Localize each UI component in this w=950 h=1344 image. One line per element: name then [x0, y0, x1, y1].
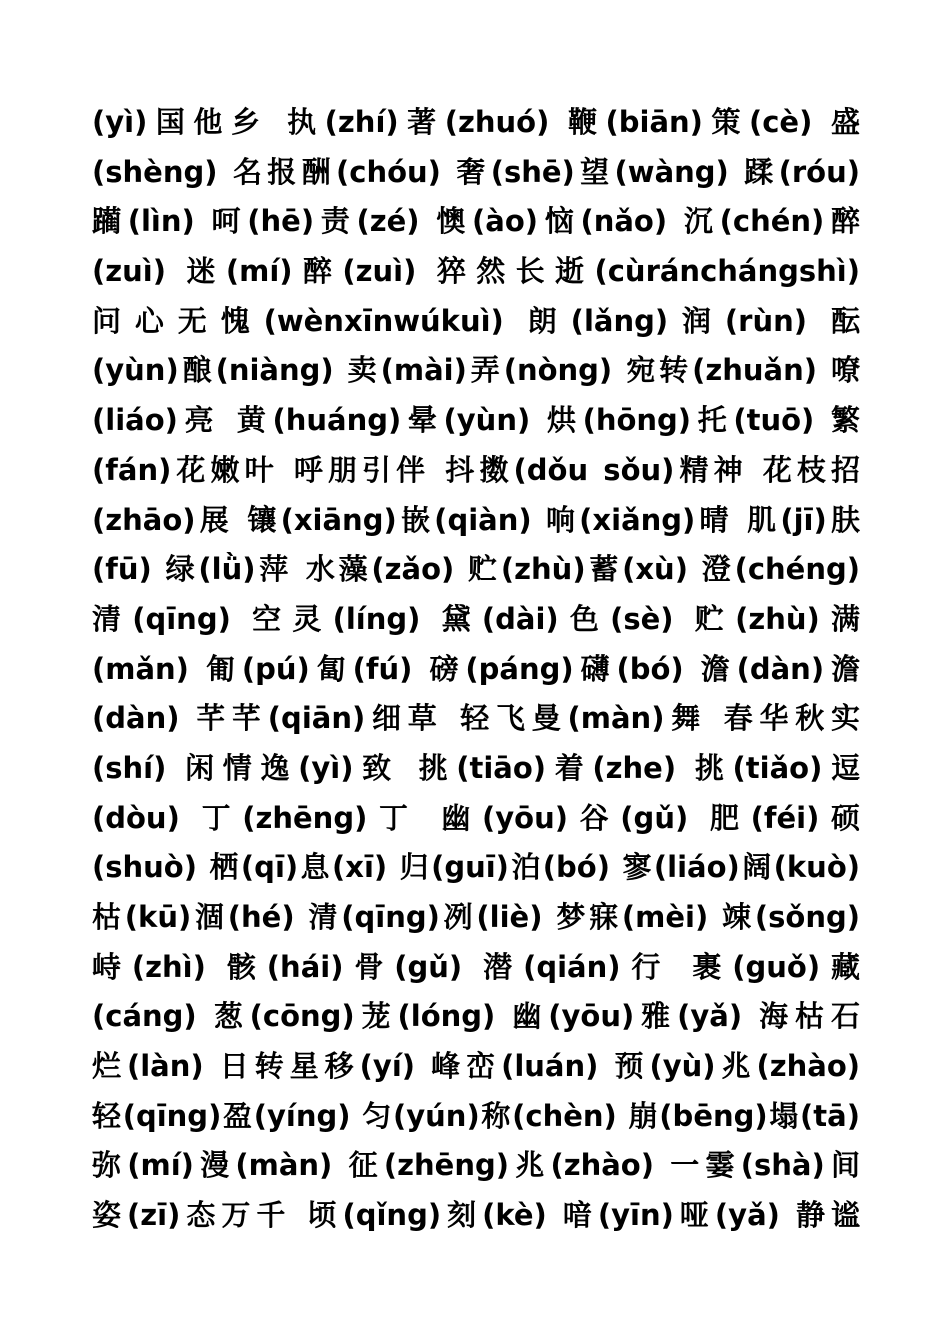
- text-line-18: 峙(zhì) 骸(hái)骨(gǔ) 潜(qián)行 裹(guǒ)藏: [92, 949, 860, 984]
- text-line-5: 问心无愧(wènxīnwúkuì) 朗(lǎng)润(rùn) 酝: [92, 303, 860, 338]
- text-line-12: (mǎn) 匍(pú)匐(fú) 磅(páng)礴(bó) 澹(dàn)澹: [92, 651, 860, 686]
- vocabulary-text-block: [92, 98, 860, 1241]
- text-line-1: (yì)国他乡 执(zhí)著(zhuó) 鞭(biān)策(cè) 盛: [92, 105, 860, 139]
- text-line-20: 烂(làn) 日转星移(yí) 峰峦(luán) 预(yù)兆(zhào): [92, 1049, 860, 1084]
- text-line-7: (liáo)亮 黄(huáng)晕(yùn) 烘(hōng)托(tuō) 繁: [92, 403, 860, 438]
- text-line-17: 枯(kū)涸(hé) 清(qīng)冽(liè) 梦寐(mèi) 竦(sǒng): [92, 900, 860, 934]
- text-line-22: 弥(mí)漫(màn) 征(zhēng)兆(zhào) 一霎(shà)间: [92, 1148, 860, 1183]
- text-line-4: (zuì) 迷(mí)醉(zuì) 猝然长逝(cùránchángshì): [92, 254, 860, 289]
- text-line-14: (shí) 闲情逸(yì)致 挑(tiāo)着(zhe) 挑(tiǎo)逗: [92, 750, 860, 785]
- text-line-15: (dòu) 丁(zhēng)丁 幽(yōu)谷(gǔ) 肥(féi)硕: [92, 800, 860, 835]
- text-line-8: (fán)花嫩叶 呼朋引伴 抖擞(dǒu sǒu)精神 花枝招: [92, 452, 860, 487]
- text-line-10: (fū) 绿(lǜ)萍 水藻(zǎo) 贮(zhù)蓄(xù) 澄(chéng): [92, 552, 860, 587]
- text-line-16: (shuò) 栖(qī)息(xī) 归(guī)泊(bó) 寥(liáo)阔(kuò): [92, 850, 860, 885]
- text-line-23: 姿(zī)态万千 顷(qǐng)刻(kè) 喑(yīn)哑(yǎ) 静谧: [92, 1198, 860, 1233]
- text-line-19: (cáng) 葱(cōng)茏(lóng) 幽(yōu)雅(yǎ) 海枯石: [92, 999, 860, 1034]
- text-line-11: 清(qīng) 空灵(líng) 黛(dài)色(sè) 贮(zhù)满: [92, 601, 860, 636]
- text-line-13: (dàn) 芊芊(qiān)细草 轻飞曼(màn)舞 春华秋实: [92, 701, 860, 736]
- text-line-6: (yùn)酿(niàng) 卖(mài)弄(nòng) 宛转(zhuǎn) 嘹: [92, 353, 860, 388]
- text-line-9: (zhāo)展 镶(xiāng)嵌(qiàn) 响(xiǎng)晴 肌(jī)肤: [92, 502, 860, 537]
- text-line-21: 轻(qīng)盈(yíng) 匀(yún)称(chèn) 崩(bēng)塌(tā): [92, 1098, 860, 1133]
- text-line-2: (shèng) 名报酬(chóu) 奢(shē)望(wàng) 蹂(róu): [92, 154, 860, 189]
- text-line-3: 躏(lìn) 呵(hē)责(zé) 懊(ào)恼(nǎo) 沉(chén)醉: [92, 204, 860, 239]
